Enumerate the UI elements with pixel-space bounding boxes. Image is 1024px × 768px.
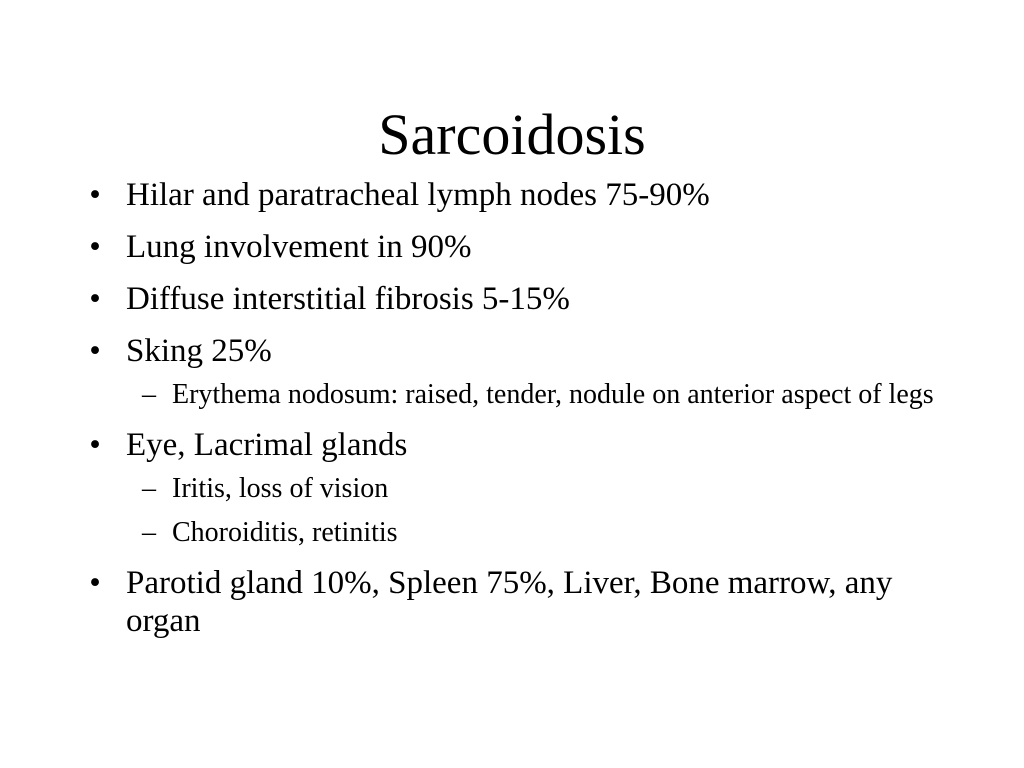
sub-bullet-marker: – xyxy=(142,473,156,504)
bullet-text: Eye, Lacrimal glands xyxy=(126,427,408,463)
sub-bullet-marker: – xyxy=(142,517,156,548)
bullet-list xyxy=(82,176,942,654)
sub-bullet-marker: – xyxy=(142,379,156,410)
bullet-marker: • xyxy=(89,177,101,213)
bullet-text: Hilar and paratracheal lymph nodes 75-90% xyxy=(126,177,710,213)
sub-bullet-text: Iritis, loss of vision xyxy=(172,473,389,504)
bullet-marker: • xyxy=(89,333,101,369)
bullet-text: Parotid gland 10%, Spleen 75%, Liver, Bone marrow, any organ xyxy=(126,565,893,639)
bullet-text: Diffuse interstitial fibrosis 5-15% xyxy=(126,281,570,317)
bullet-text: Lung involvement in 90% xyxy=(126,229,472,265)
bullet-marker: • xyxy=(89,281,101,317)
sub-bullet-item xyxy=(126,472,942,506)
sub-bullet-text: Choroiditis, retinitis xyxy=(172,517,398,548)
bullet-text: Sking 25% xyxy=(126,333,272,369)
bullet-item xyxy=(82,564,942,640)
sub-bullet-list xyxy=(126,472,942,550)
sub-bullet-text: Erythema nodosum: raised, tender, nodule on anterior aspect of legs xyxy=(172,379,934,410)
bullet-item xyxy=(82,228,942,266)
bullet-marker: • xyxy=(89,565,101,601)
bullet-item xyxy=(82,332,942,412)
bullet-marker: • xyxy=(89,427,101,463)
sub-bullet-item xyxy=(126,516,942,550)
sub-bullet-item xyxy=(126,378,942,412)
slide-title: Sarcoidosis xyxy=(378,102,646,167)
sub-bullet-list xyxy=(126,378,942,412)
bullet-item xyxy=(82,280,942,318)
bullet-item xyxy=(82,176,942,214)
bullet-marker: • xyxy=(89,229,101,265)
bullet-item xyxy=(82,426,942,550)
